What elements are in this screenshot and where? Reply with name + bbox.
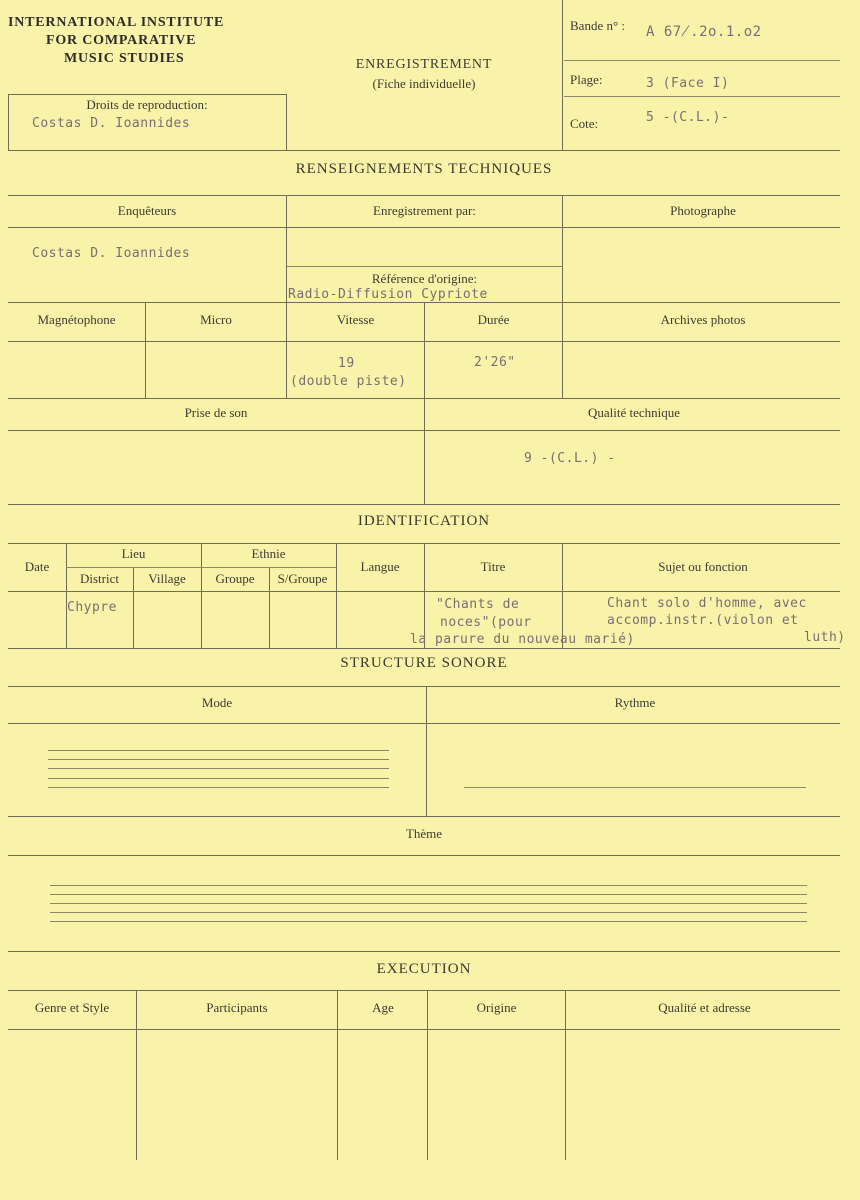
vline-427 <box>427 990 428 1160</box>
right-margin <box>855 0 860 1200</box>
header-right-divider <box>562 0 563 150</box>
vline-286-b <box>286 302 287 398</box>
line-591 <box>8 591 840 592</box>
institute-line-3: MUSIC STUDIES <box>64 51 185 66</box>
sujet-value-2: accomp.instr.(violon et <box>607 613 799 628</box>
form-title: ENREGISTREMENT <box>355 57 493 72</box>
sujet-label: Sujet ou fonction <box>658 559 748 574</box>
district-value: Chypre <box>67 600 117 615</box>
bande-label: Bande n° : <box>570 18 626 33</box>
vline-562-a <box>562 195 563 398</box>
theme-staff-line-1 <box>50 885 807 886</box>
titre-value-3: la parure du nouveau marié) <box>410 632 635 647</box>
line-1029 <box>8 1029 840 1030</box>
rights-value: Costas D. Ioannides <box>32 116 191 131</box>
vitesse-value-1: 19 <box>338 356 355 371</box>
archives-label: Archives photos <box>660 312 746 327</box>
vitesse-label: Vitesse <box>336 312 375 327</box>
theme-staff-line-5 <box>50 921 807 922</box>
theme-staff-line-4 <box>50 912 807 913</box>
mode-label: Mode <box>201 695 233 710</box>
line-567 <box>66 567 336 568</box>
line-723 <box>8 723 840 724</box>
line-150 <box>8 150 840 151</box>
line-990 <box>8 990 840 991</box>
langue-label: Langue <box>360 559 400 574</box>
rights-box-right-line <box>286 94 287 150</box>
line-195 <box>8 195 840 196</box>
vline-565 <box>565 990 566 1160</box>
vline-136 <box>136 990 137 1160</box>
vitesse-value-2: (double piste) <box>290 374 407 389</box>
vline-337 <box>337 990 338 1160</box>
form-subtitle: (Fiche individuelle) <box>372 76 476 91</box>
titre-value-1: "Chants de <box>436 597 520 612</box>
titre-value-2: noces"(pour <box>440 615 532 630</box>
mode-staff-line-3 <box>48 768 389 769</box>
line-816 <box>8 816 840 817</box>
institute-line-2: FOR COMPARATIVE <box>46 33 197 48</box>
groupe-label: Groupe <box>215 571 255 586</box>
execution-section-title: EXECUTION <box>376 961 472 977</box>
sgroupe-label: S/Groupe <box>277 571 328 586</box>
reference-line <box>287 266 562 267</box>
rights-box-top-line <box>8 94 286 95</box>
enregistrement-label: Enregistrement par: <box>373 203 476 218</box>
line-648 <box>8 648 840 649</box>
qualite-adresse-label: Qualité et adresse <box>658 1000 751 1015</box>
origine-label: Origine <box>476 1000 517 1015</box>
vline-145 <box>145 302 146 398</box>
line-504 <box>8 504 840 505</box>
bande-line <box>564 60 840 61</box>
plage-line <box>564 96 840 97</box>
qualite-technique-label: Qualité technique <box>587 405 681 420</box>
date-label: Date <box>24 559 50 574</box>
micro-label: Micro <box>200 312 232 327</box>
mode-staff-line-1 <box>48 750 389 751</box>
enqueteurs-label: Enquêteurs <box>117 203 177 218</box>
mode-staff-line-5 <box>48 787 389 788</box>
mode-staff-line-4 <box>48 778 389 779</box>
cote-label: Cote: <box>570 116 599 131</box>
plage-label: Plage: <box>570 72 603 87</box>
sujet-value-1: Chant solo d'homme, avec <box>607 596 807 611</box>
district-label: District <box>80 571 119 586</box>
plage-value: 3 (Face I) <box>646 76 730 91</box>
line-951 <box>8 951 840 952</box>
institute-line-1: INTERNATIONAL INSTITUTE <box>8 15 225 30</box>
theme-label: Thème <box>405 826 443 841</box>
line-686 <box>8 686 840 687</box>
vline-424-a <box>424 302 425 504</box>
prise-label: Prise de son <box>184 405 248 420</box>
lieu-label: Lieu <box>121 546 146 561</box>
age-label: Age <box>372 1000 394 1015</box>
mode-staff-line-2 <box>48 759 389 760</box>
theme-staff-line-2 <box>50 894 807 895</box>
rythme-line <box>464 787 806 788</box>
vline-286-a <box>286 195 287 302</box>
rythme-label: Rythme <box>614 695 656 710</box>
reference-value: Radio-Diffusion Cypriote <box>288 287 488 302</box>
institute-name <box>8 14 268 68</box>
duree-value: 2'26" <box>474 355 516 370</box>
rights-label: Droits de reproduction: <box>86 97 208 112</box>
theme-staff-line-3 <box>50 903 807 904</box>
line-227 <box>8 227 840 228</box>
photographe-label: Photographe <box>670 203 736 218</box>
participants-label: Participants <box>206 1000 268 1015</box>
technique-section-title: RENSEIGNEMENTS TECHNIQUES <box>295 161 553 177</box>
structure-section-title: STRUCTURE SONORE <box>340 655 508 671</box>
bande-value: A 67̸.2o.1.o2 <box>646 24 762 40</box>
ethnie-label: Ethnie <box>251 546 286 561</box>
enqueteurs-value: Costas D. Ioannides <box>32 246 191 261</box>
line-855 <box>8 855 840 856</box>
identification-section-title: IDENTIFICATION <box>357 513 491 529</box>
duree-label: Durée <box>477 312 510 327</box>
sujet-value-3: luth) <box>804 630 846 645</box>
line-430 <box>8 430 840 431</box>
magnetophone-label: Magnétophone <box>37 312 116 327</box>
genre-label: Genre et Style <box>34 1000 110 1015</box>
qualite-technique-value: 9 -(C.L.) - <box>524 451 616 466</box>
village-label: Village <box>148 571 186 586</box>
reference-label: Référence d'origine: <box>371 271 478 286</box>
line-398 <box>8 398 840 399</box>
cote-value: 5 -(C.L.)- <box>646 110 730 125</box>
titre-label: Titre <box>480 559 506 574</box>
